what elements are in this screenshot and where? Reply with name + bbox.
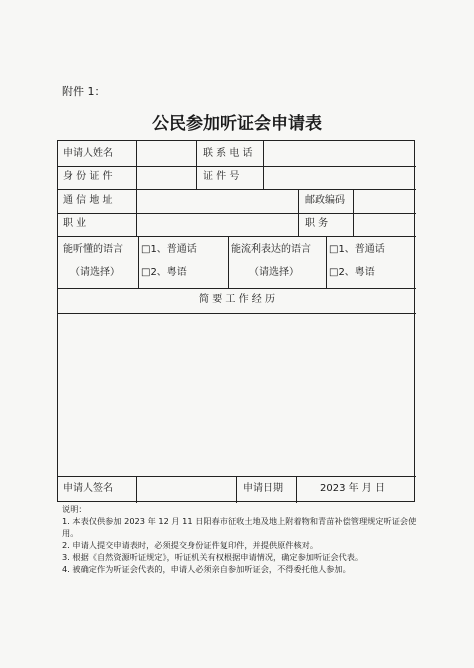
signature-label: 申请人签名 bbox=[63, 483, 113, 494]
col-divider bbox=[326, 236, 327, 288]
signature-field[interactable] bbox=[137, 477, 235, 502]
row-divider bbox=[58, 288, 416, 289]
id-card-field[interactable] bbox=[137, 167, 195, 188]
express-option-cantonese[interactable]: □2、粤语 bbox=[329, 267, 375, 278]
phone-field[interactable] bbox=[264, 142, 415, 165]
applicant-name-label: 申请人姓名 bbox=[63, 148, 113, 159]
address-field[interactable] bbox=[137, 190, 297, 236]
note-item: 1. 本表仅供参加 2023 年 12 月 11 日阳春市征收土地及地上附着物和青苗补偿管理规定听证会使用。 bbox=[62, 516, 417, 538]
work-history-label: 简 要 工 作 经 历 bbox=[199, 294, 275, 305]
note-item: 2. 申请人提交申请表时，必须提交身份证件复印件，并提供原件核对。 bbox=[62, 540, 319, 550]
id-number-label: 证 件 号 bbox=[203, 171, 240, 182]
id-card-label: 身 份 证 件 bbox=[63, 171, 113, 182]
understand-option-cantonese[interactable]: □2、粤语 bbox=[141, 267, 187, 278]
occupation-label: 职 业 bbox=[63, 218, 87, 229]
postcode-label: 邮政编码 bbox=[305, 195, 345, 206]
row-divider bbox=[58, 476, 416, 477]
understand-language-label: 能听懂的语言 bbox=[63, 244, 123, 255]
phone-label: 联 系 电 话 bbox=[203, 148, 253, 159]
express-option-mandarin[interactable]: □1、普通话 bbox=[329, 244, 385, 255]
work-history-field[interactable] bbox=[59, 314, 415, 475]
postcode-field[interactable] bbox=[354, 190, 415, 212]
col-divider bbox=[138, 236, 139, 288]
note-item: 3. 根据《自然资源听证规定》，听证机关有权根据申请情况，确定参加听证会代表。 bbox=[62, 552, 364, 562]
express-language-hint: （请选择） bbox=[249, 267, 299, 278]
col-divider bbox=[228, 236, 229, 288]
position-field[interactable] bbox=[354, 214, 415, 236]
applicant-name-field[interactable] bbox=[137, 142, 195, 165]
address-label: 通 信 地 址 bbox=[63, 195, 113, 206]
form-title: 公民参加听证会申请表 bbox=[152, 114, 322, 134]
id-number-field[interactable] bbox=[264, 167, 415, 188]
express-language-label: 能流利表达的语言 bbox=[231, 244, 311, 255]
understand-option-mandarin[interactable]: □1、普通话 bbox=[141, 244, 197, 255]
col-divider bbox=[298, 189, 299, 236]
note-item: 4. 被确定作为听证会代表的，申请人必须亲自参加听证会，不得委托他人参加。 bbox=[62, 564, 351, 574]
notes-heading: 说明： bbox=[62, 504, 87, 514]
attachment-label: 附件 1： bbox=[62, 85, 106, 98]
col-divider bbox=[236, 476, 237, 503]
col-divider bbox=[296, 476, 297, 503]
understand-language-hint: （请选择） bbox=[70, 267, 120, 278]
date-value[interactable]: 2023 年 月 日 bbox=[320, 483, 385, 494]
col-divider bbox=[196, 141, 197, 189]
notes-section bbox=[62, 503, 422, 575]
position-label: 职 务 bbox=[305, 218, 329, 229]
application-table bbox=[57, 140, 415, 502]
date-label: 申请日期 bbox=[243, 483, 283, 494]
row-divider bbox=[58, 236, 416, 237]
